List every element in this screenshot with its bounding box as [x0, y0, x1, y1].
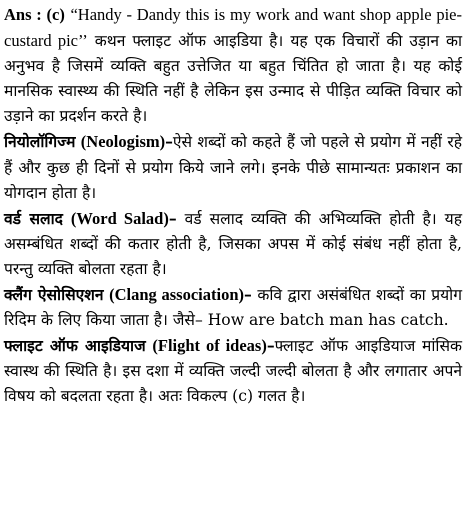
section-dash: – — [244, 285, 252, 305]
answer-paragraph — [4, 2, 462, 129]
section-dash: – — [165, 132, 173, 152]
section-dash: – — [266, 336, 275, 356]
answer-explanation-document — [4, 2, 462, 410]
answer-quote: “Handy - Dandy this is my work and want shop apple pie-custard pic’’ — [4, 5, 462, 51]
section-term-hindi: वर्ड सलाद — [4, 208, 63, 228]
section-clang-association — [4, 282, 462, 333]
section-text: वर्ड सलाद व्यक्ति की अभिव्यक्ति होती है। यह असम्बंधित शब्दों की कतार होती है, जिसका अपस में कोई संबंध नहीं होता है, परन्तु व्यक्ति बोलता रहता है। — [4, 209, 462, 278]
answer-text: कथन फ्लाइट ऑफ आइडिया है। यह एक विचारों की उड़ान का अनुभव है जिसमें व्यक्ति बहुत उत्तेजित या बहुत चिंतित हो जाता है। यह कोई मानसिक स्वास्थ्य की स्थिति नहीं है लेकिन इस उन्माद से पीड़ित व्यक्ति विचार को उड़ाने का प्रदर्शन करते है। — [4, 32, 462, 126]
section-term-hindi: फ्लाइट ऑफ आइडियाज — [4, 336, 146, 356]
section-flight-of-ideas — [4, 333, 462, 409]
section-text: फ्लाइट ऑफ आइडियाज मांसिक स्वास्थ की स्थिति है। इस दशा में व्यक्ति जल्दी जल्दी बोलता है और लगातार अपने विषय को बदलता रहता है। अतः विकल्प (c) गलत है। — [4, 337, 462, 406]
section-neologism — [4, 129, 462, 205]
section-term-english: (Word Salad) — [70, 208, 169, 228]
section-word-salad — [4, 206, 462, 282]
section-dash: – — [168, 208, 177, 228]
section-term-hindi: क्लैंग ऐसोसिएशन — [4, 285, 104, 305]
section-text: कवि द्वारा असंबंधित शब्दों का प्रयोग रिदिम के लिए किया जाता है। जैसे– How are batch man has catch. — [4, 286, 462, 330]
answer-label: Ans : (c) — [4, 5, 65, 24]
section-term-hindi: नियोलॉगिज्म — [4, 132, 76, 152]
section-term-english: (Clang association) — [109, 285, 245, 305]
section-term-english: (Neologism) — [80, 132, 166, 152]
section-term-english: (Flight of ideas) — [152, 336, 267, 356]
section-text: ऐसे शब्दों को कहते हैं जो पहले से प्रयोग में नहीं रहे हैं और कुछ ही दिनों से प्रयोग किये जाने लगे। इनके पीछे सामान्यतः प्रकाशन का योगदान होता है। — [4, 133, 462, 202]
